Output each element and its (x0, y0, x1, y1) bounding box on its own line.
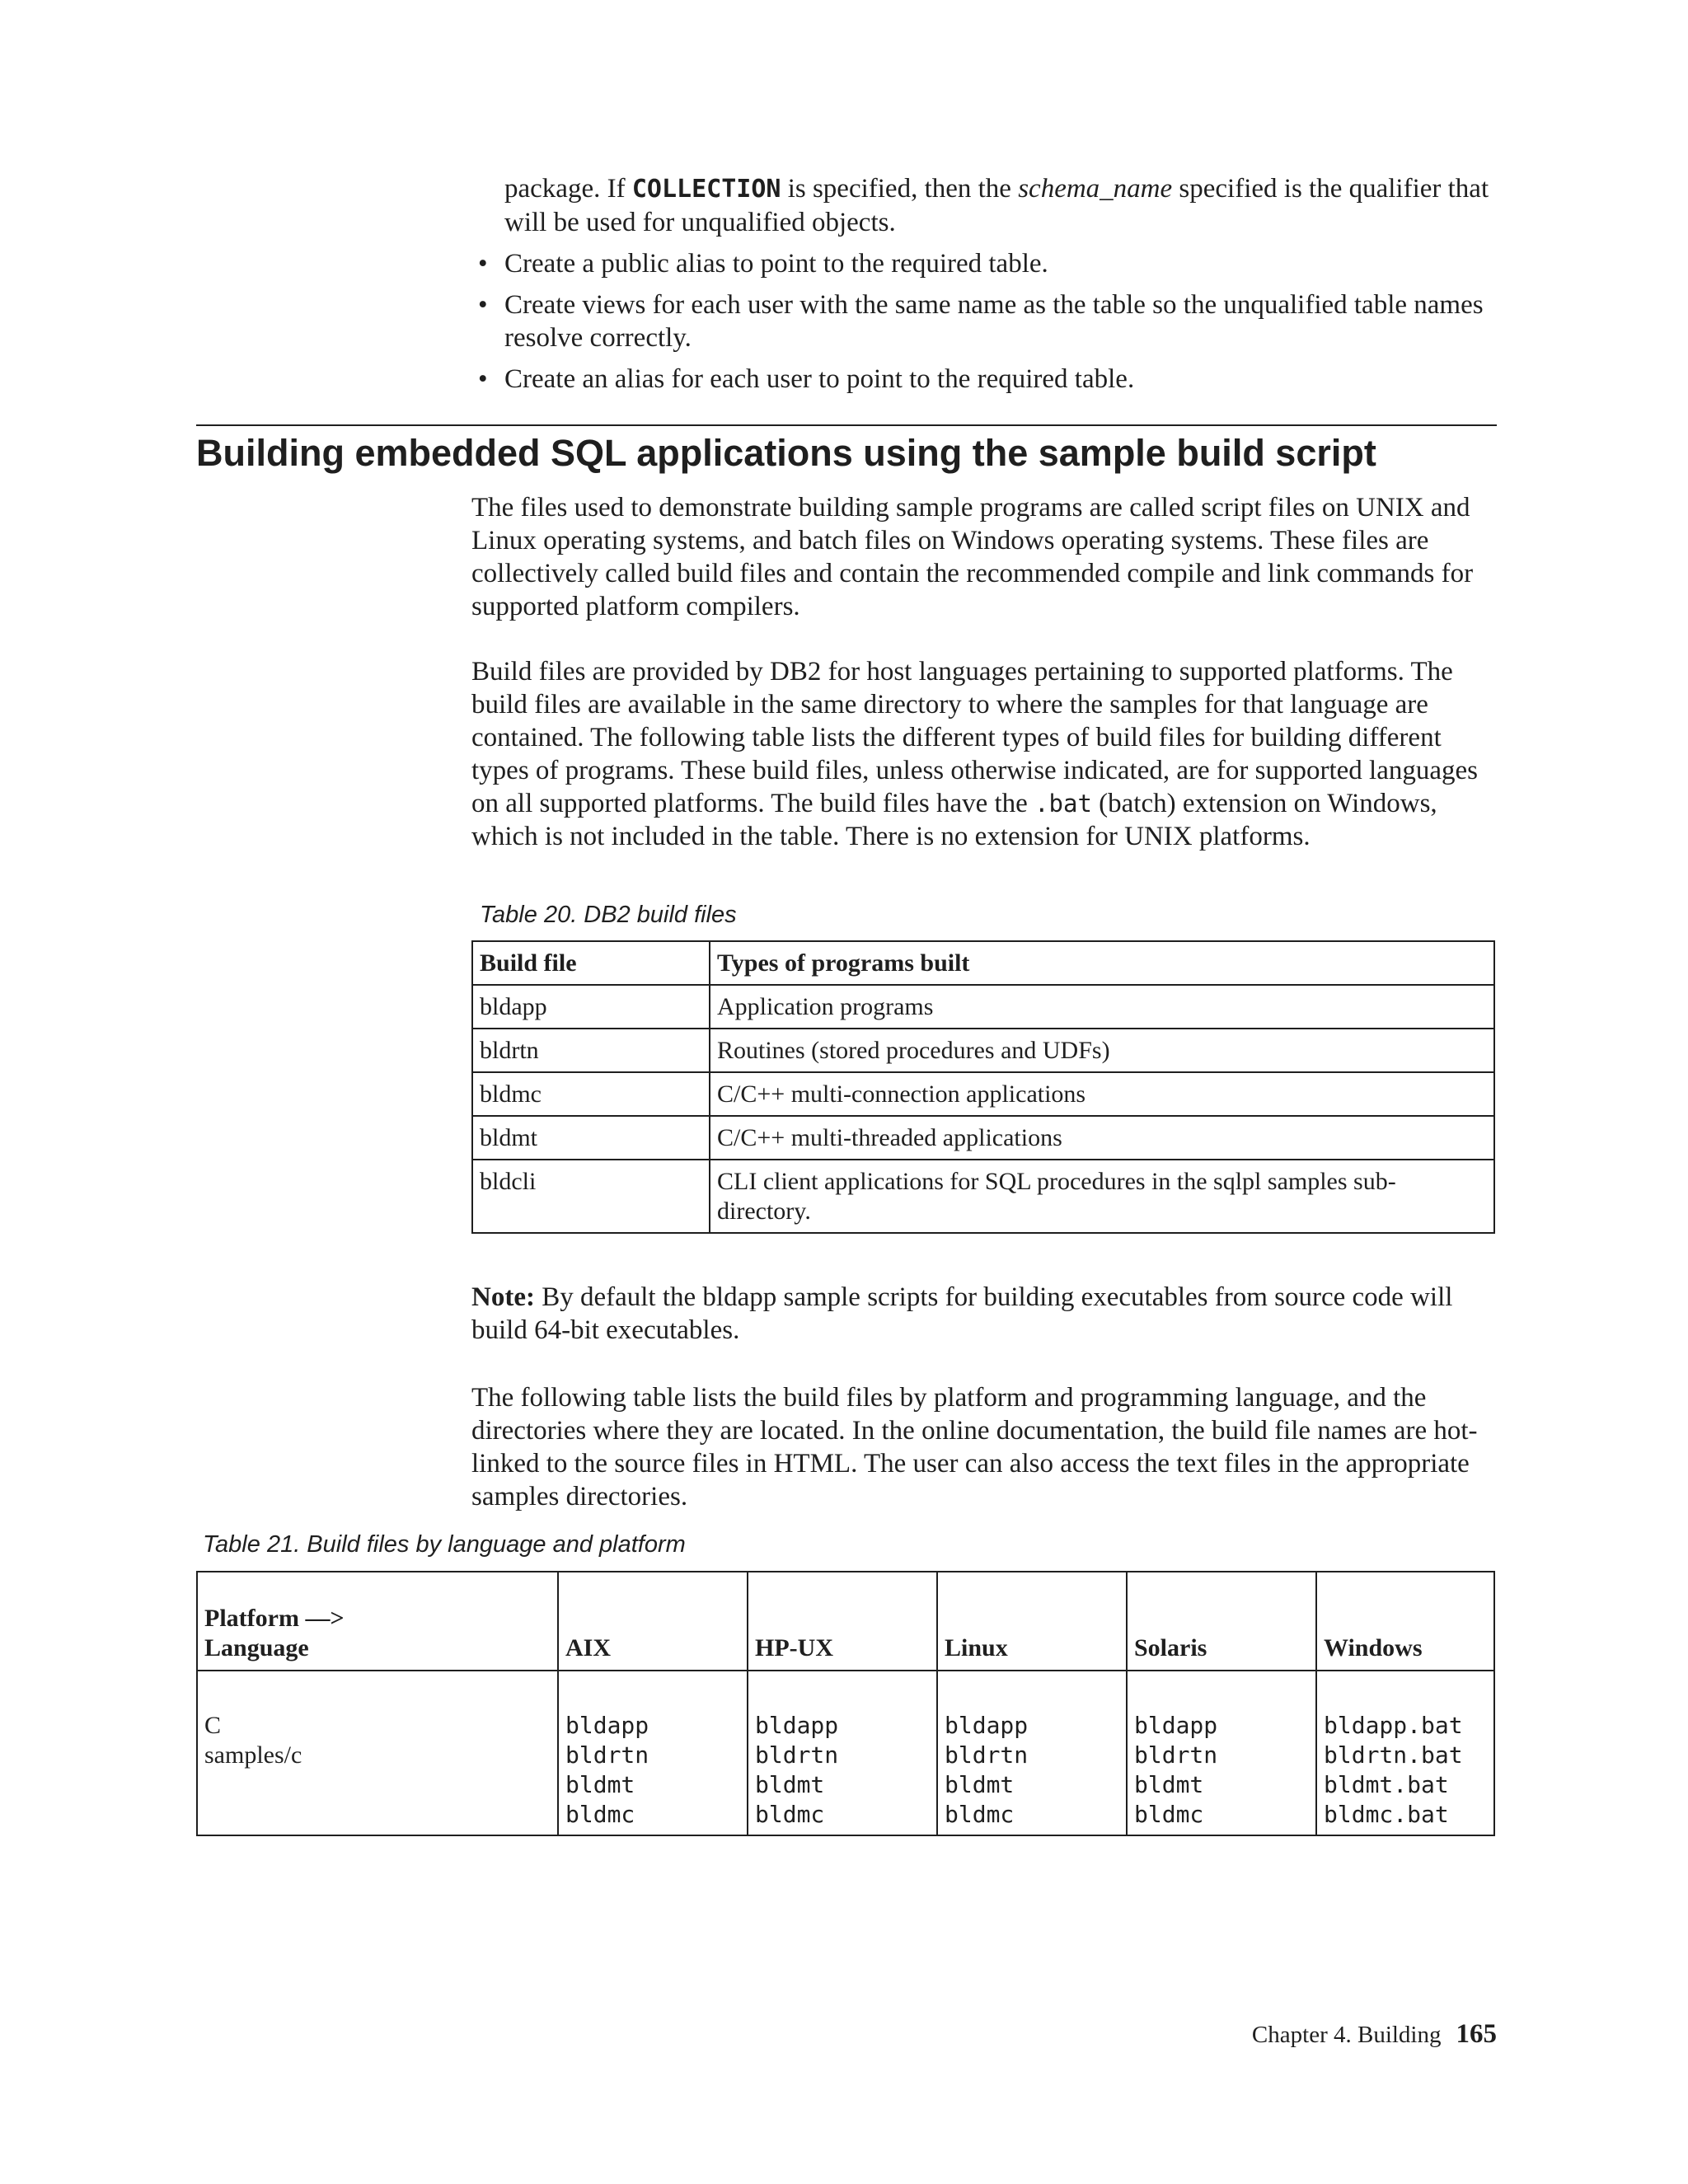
text-span: package. If (504, 174, 632, 204)
text-span: specified is the qualifier that will be used for unqualified objects. (504, 174, 1489, 237)
build-file-link[interactable]: bldrtn (945, 1741, 1029, 1769)
section-divider (196, 424, 1497, 426)
column-header: Solaris (1127, 1572, 1316, 1671)
code-collection: COLLECTION (631, 175, 781, 204)
build-file-link[interactable]: bldmt.bat (1324, 1771, 1449, 1798)
header-line: Language (204, 1634, 309, 1661)
list-item-text: Create an alias for each user to point to the required table. (504, 364, 1135, 394)
table-row (472, 1072, 1494, 1116)
platform-build-table (196, 1571, 1495, 1836)
column-header: Build file (472, 941, 710, 985)
table-row (472, 1029, 1494, 1072)
text-span: is specified, then the (781, 174, 1019, 204)
table-cell: bldapp (472, 985, 710, 1029)
list-item (476, 247, 1506, 280)
build-file-link[interactable]: bldrtn.bat (1324, 1741, 1463, 1769)
table-cell: C/C++ multi-threaded applications (710, 1116, 1494, 1160)
build-file-link[interactable]: bldmt (1134, 1771, 1204, 1798)
build-file-link[interactable]: bldapp (565, 1712, 649, 1739)
list-item-text: Create views for each user with the same name as the table so the unqualified table names resolve correctly. (504, 290, 1484, 353)
build-file-link[interactable]: bldmc (1134, 1801, 1204, 1828)
table-row (472, 1160, 1494, 1233)
table-cell: bldrtn (472, 1029, 710, 1072)
column-header: AIX (558, 1572, 748, 1671)
samples-directory: samples/c (204, 1741, 302, 1769)
paragraph (471, 655, 1502, 853)
continued-list-text (476, 172, 1506, 239)
table-caption: Table 21. Build files by language and platform (203, 1531, 686, 1558)
table-cell-aix (558, 1671, 748, 1835)
code-bat: .bat (1034, 790, 1092, 818)
italic-term: schema_name (1018, 174, 1173, 204)
column-header: HP-UX (748, 1572, 937, 1671)
table-cell: bldmt (472, 1116, 710, 1160)
language-name: C (204, 1712, 222, 1739)
note-paragraph (471, 1281, 1502, 1347)
build-file-link[interactable]: bldmc (755, 1801, 825, 1828)
build-file-link[interactable]: bldmc (565, 1801, 635, 1828)
table-header-row (197, 1572, 1494, 1671)
build-files-table (471, 940, 1495, 1234)
paragraph: The following table lists the build files by platform and programming language, and the directories where they are located. In the online documentation, the build file names are hot-linked to the source files in HTML. The user can also access the text files in the appropriate samples directories. (471, 1383, 1478, 1511)
build-file-link[interactable]: bldapp (755, 1712, 839, 1739)
build-file-link[interactable]: bldmt (755, 1771, 825, 1798)
list-item (476, 288, 1506, 354)
list-item (476, 363, 1506, 396)
build-file-link[interactable]: bldmc (945, 1801, 1015, 1828)
table-row (197, 1671, 1494, 1835)
build-file-link[interactable]: bldapp.bat (1324, 1712, 1463, 1739)
section-heading: Building embedded SQL applications using the sample build script (196, 432, 1376, 474)
intro-list (476, 172, 1506, 404)
build-file-link[interactable]: bldrtn (755, 1741, 839, 1769)
table-cell: Routines (stored procedures and UDFs) (710, 1029, 1494, 1072)
chapter-label: Chapter 4. Building (1251, 2022, 1442, 2048)
column-header: Linux (937, 1572, 1127, 1671)
table-row (472, 985, 1494, 1029)
table-cell-hpux (748, 1671, 937, 1835)
table-header-row (472, 941, 1494, 985)
note-label: Note: (471, 1282, 535, 1312)
note-text: By default the bldapp sample scripts for building executables from source code will build 64-bit executables. (471, 1282, 1453, 1345)
bullet-list (476, 247, 1506, 396)
table-row (472, 1116, 1494, 1160)
table-cell: C/C++ multi-connection applications (710, 1072, 1494, 1116)
build-file-link[interactable]: bldapp (945, 1712, 1029, 1739)
table-cell: bldcli (472, 1160, 710, 1233)
table-cell-language (197, 1671, 558, 1835)
header-line: Platform —> (204, 1605, 345, 1632)
table-cell: CLI client applications for SQL procedures in the sqlpl samples sub-directory. (710, 1160, 1494, 1233)
build-file-link[interactable]: bldapp (1134, 1712, 1218, 1739)
text-span: Build files are provided by DB2 for host languages pertaining to supported platforms. The build files are available in the same directory to where the samples for that language are contained. The following table lists the different types of build files for building different types of programs. These build files, unless otherwise indicated, are for supported languages on all supported platforms. The build files have the (471, 657, 1478, 818)
table-cell: Application programs (710, 985, 1494, 1029)
column-header: Types of programs built (710, 941, 1494, 985)
page-number: 165 (1456, 2019, 1497, 2049)
build-file-link[interactable]: bldrtn (1134, 1741, 1218, 1769)
column-header: Windows (1316, 1572, 1494, 1671)
build-file-link[interactable]: bldmt (945, 1771, 1015, 1798)
table-cell-solaris (1127, 1671, 1316, 1835)
table-cell: bldmc (472, 1072, 710, 1116)
table-caption: Table 20. DB2 build files (480, 902, 737, 928)
paragraph: The files used to demonstrate building sample programs are called script files on UNIX and Linux operating systems, and batch files on Windows operating systems. These files are collectively called build files and contain the recommended compile and link commands for supported platform compilers. (471, 493, 1474, 621)
build-file-link[interactable]: bldrtn (565, 1741, 649, 1769)
table-cell-linux (937, 1671, 1127, 1835)
page-footer (1252, 2018, 1497, 2051)
build-file-link[interactable]: bldmc.bat (1324, 1801, 1449, 1828)
table-cell-windows (1316, 1671, 1494, 1835)
list-item-text: Create a public alias to point to the required table. (504, 249, 1048, 279)
bullet-icon: • (478, 364, 488, 394)
bullet-icon: • (478, 249, 488, 279)
column-header-platform-language (197, 1572, 558, 1671)
bullet-icon: • (478, 290, 488, 320)
build-file-link[interactable]: bldmt (565, 1771, 635, 1798)
text-span: (batch) extension on Windows, which is not included in the table. There is no extension for UNIX platforms. (471, 789, 1437, 851)
